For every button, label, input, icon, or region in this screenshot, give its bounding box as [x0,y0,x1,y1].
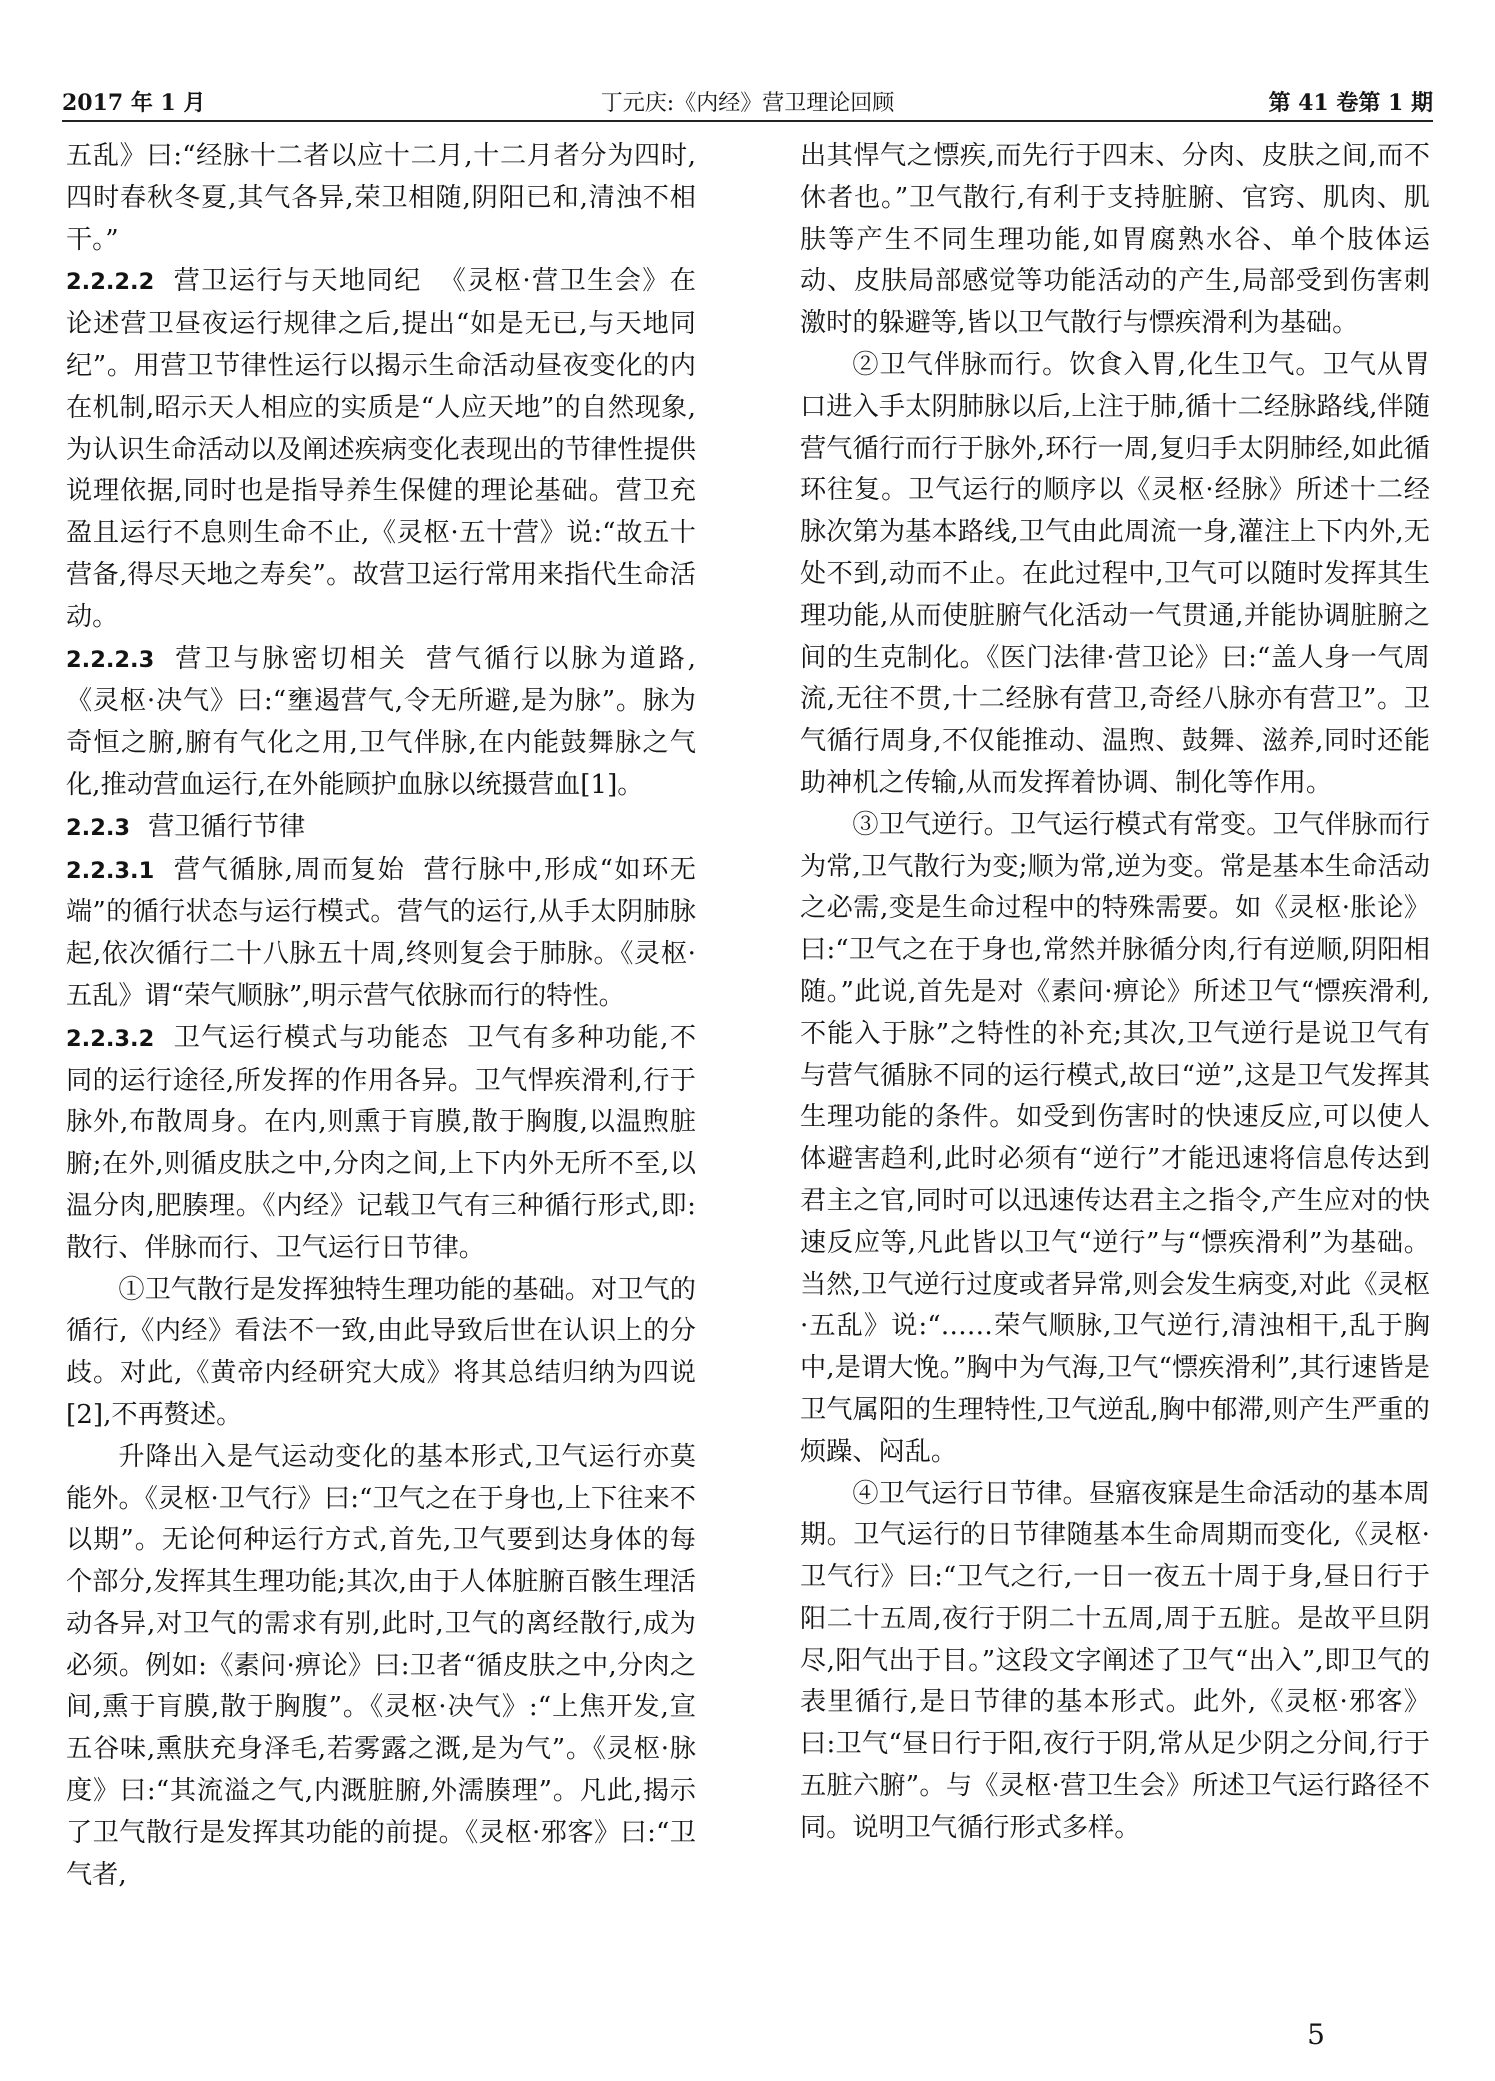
section-paragraph [66,807,696,850]
section-title: 营气循脉,周而复始 [172,854,406,885]
body-paragraph: ④卫气运行日节律。昼寤夜寐是生命活动的基本周期。卫气运行的日节律随基本生命周期而变化,《灵枢·卫气行》曰:“卫气之行,一日一夜五十周于身,昼日行于阳二十五周,夜行于阴二十五周,周于五脏。是故平旦阴尽,阳气出于目。”这段文字阐述了卫气“出入”,即卫气的表里循行,是日节律的基本形式。此外,《灵枢·邪客》曰:卫气“昼日行于阳,夜行于阴,常从足少阴之分间,行于五脏六腑”。与《灵枢·营卫生会》所述卫气运行路径不同。说明卫气循行形式多样。 [800,1478,1430,1843]
header-volume-issue: 第 41 卷第 1 期 [1268,90,1433,116]
page-number: 5 [1307,2018,1325,2051]
section-body: 营行脉中,形成“如环无端”的循行状态与运行模式。营气的运行,从手太阴肺脉起,依次循行二十八脉五十周,终则复会于肺脉。《灵枢·五乱》谓“荣气顺脉”,明示营气依脉而行的特性。 [66,854,696,1011]
body-paragraph: 升降出入是气运动变化的基本形式,卫气运行亦莫能外。《灵枢·卫气行》曰:“卫气之在于身也,上下往来不以期”。无论何种运行方式,首先,卫气要到达身体的每个部分,发挥其生理功能;其次,由于人体脏腑百骸生理活动各异,对卫气的需求有别,此时,卫气的离经散行,成为必须。例如:《素问·痹论》曰:卫者“循皮肤之中,分肉之间,熏于肓膜,散于胸腹”。《灵枢·决气》:“上焦开发,宣五谷味,熏肤充身泽毛,若雾露之溉,是为气”。《灵枢·脉度》曰:“其流溢之气,内溉脏腑,外濡腠理”。凡此,揭示了卫气散行是发挥其功能的前提。《灵枢·邪客》曰:“卫气者, [66,1441,696,1890]
body-paragraph: ③卫气逆行。卫气运行模式有常变。卫气伴脉而行为常,卫气散行为变;顺为常,逆为变。常是基本生命活动之必需,变是生命过程中的特殊需要。如《灵枢·胀论》曰:“卫气之在于身也,常然并脉循分肉,行有逆顺,阴阳相随。”此说,首先是对《素问·痹论》所述卫气“慓疾滑利,不能入于脉”之特性的补充;其次,卫气逆行是说卫气有与营气循脉不同的运行模式,故曰“逆”,这是卫气发挥其生理功能的条件。如受到伤害时的快速反应,可以使人体避害趋利,此时必须有“逆行”才能迅速将信息传达到君主之官,同时可以迅速传达君主之指令,产生应对的快速反应等,凡此皆以卫气“逆行”与“慓疾滑利”为基础。当然,卫气逆行过度或者异常,则会发生病变,对此《灵枢·五乱》说:“……荣气顺脉,卫气逆行,清浊相干,乱于胸中,是谓大悗。”胸中为气海,卫气“慓疾滑利”,其行速皆是卫气属阳的生理特性,卫气逆乱,胸中郁滞,则产生严重的烦躁、闷乱。 [800,809,1430,1467]
running-header [62,82,1433,122]
continued-paragraph: 五乱》曰:“经脉十二者以应十二月,十二月者分为四时,四时春秋冬夏,其气各异,荣卫相随,阴阳已和,清浊不相干。” [66,141,696,255]
continued-paragraph: 出其悍气之慓疾,而先行于四末、分肉、皮肤之间,而不休者也。”卫气散行,有利于支持脏腑、官窍、肌肉、肌肤等产生不同生理功能,如胃腐熟水谷、单个肢体运动、皮肤局部感觉等功能活动的产生,局部受到伤害刺激时的躲避等,皆以卫气散行与慓疾滑利为基础。 [800,141,1430,339]
section-paragraph [66,639,696,807]
left-column [66,136,696,1896]
section-number: 2.2.3.1 [66,857,155,884]
section-number: 2.2.2.2 [66,269,155,296]
section-body: 卫气有多种功能,不同的运行途径,所发挥的作用各异。卫气悍疾滑利,行于脉外,布散周身。在内,则熏于肓膜,散于胸腹,以温煦脏腑;在外,则循皮肤之中,分肉之间,上下内外无所不至,以温分肉,肥腠理。《内经》记载卫气有三种循行形式,即:散行、伴脉而行、卫气运行日节律。 [66,1022,697,1263]
section-title: 卫气运行模式与功能态 [172,1022,450,1053]
header-date: 2017 年 1 月 [62,90,206,116]
header-article-title: 丁元庆:《内经》营卫理论回顾 [600,91,895,116]
right-column [800,136,1430,1850]
section-title: 营卫循行节律 [148,811,306,842]
section-title: 营卫与脉密切相关 [172,643,408,674]
section-body: 《灵枢·营卫生会》在论述营卫昼夜运行规律之后,提出“如是无已,与天地同纪”。用营卫节律性运行以揭示生命活动昼夜变化的内在机制,昭示天人相应的实质是“人应天地”的自然现象,为认识生命活动以及阐述疾病变化表现出的节律性提供说理依据,同时也是指导养生保健的理论基础。营卫充盈且运行不息则生命不止,《灵枢·五十营》说:“故五十营备,得尽天地之寿矣”。故营卫运行常用来指代生命活动。 [66,266,696,632]
section-paragraph [66,1018,696,1270]
section-paragraph [66,261,696,638]
body-paragraph: ①卫气散行是发挥独特生理功能的基础。对卫气的循行,《内经》看法不一致,由此导致后世在认识上的分歧。对此,《黄帝内经研究大成》将其总结归纳为四说[2],不再赘述。 [66,1274,696,1430]
section-number: 2.2.3 [66,814,131,841]
section-number: 2.2.2.3 [66,646,155,673]
section-paragraph [66,850,696,1018]
section-body: 营气循行以脉为道路,《灵枢·决气》曰:“壅遏营气,令无所避,是为脉”。脉为奇恒之腑,腑有气化之用,卫气伴脉,在内能鼓舞脉之气化,推动营血运行,在外能顾护血脉以统摄营血[1]。 [66,643,696,800]
body-paragraph: ②卫气伴脉而行。饮食入胃,化生卫气。卫气从胃口进入手太阴肺脉以后,上注于肺,循十二经脉路线,伴随营气循行而行于脉外,环行一周,复归手太阴肺经,如此循环往复。卫气运行的顺序以《灵枢·经脉》所述十二经脉次第为基本路线,卫气由此周流一身,灌注上下内外,无处不到,动而不止。在此过程中,卫气可以随时发挥其生理功能,从而使脏腑气化活动一气贯通,并能协调脏腑之间的生克制化。《医门法律·营卫论》曰:“盖人身一气周流,无往不贯,十二经脉有营卫,奇经八脉亦有营卫”。卫气循行周身,不仅能推动、温煦、鼓舞、滋养,同时还能助神机之传输,从而发挥着协调、制化等作用。 [800,349,1430,798]
section-number: 2.2.3.2 [66,1025,155,1052]
section-title: 营卫运行与天地同纪 [172,266,422,297]
